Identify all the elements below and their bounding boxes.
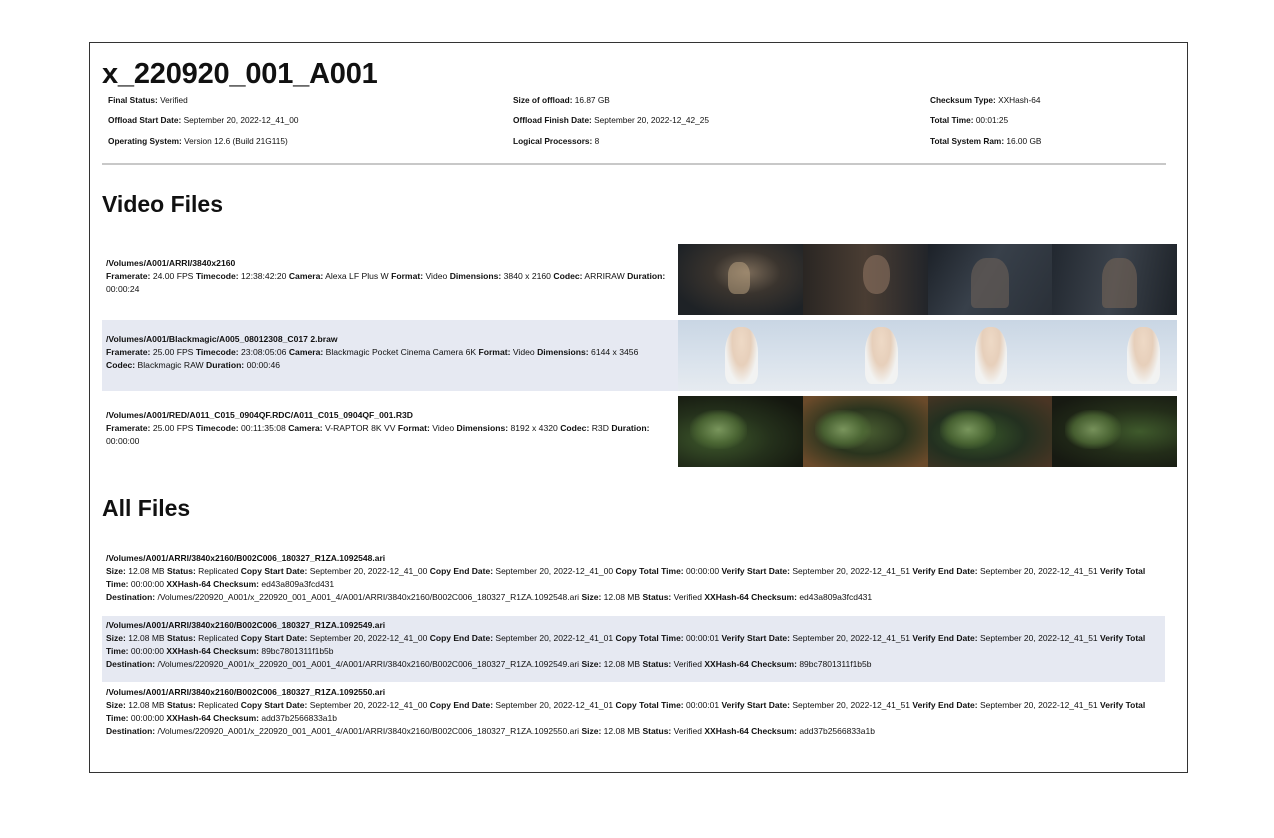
video-thumbnail-strip: [678, 244, 1177, 315]
file-entry: [106, 552, 1156, 604]
file-source-path: /Volumes/A001/ARRI/3840x2160/B002C006_180327_R1ZA.1092549.ari: [106, 620, 386, 630]
video-thumbnail: [928, 396, 1053, 467]
video-thumbnail: [1052, 244, 1177, 315]
video-file-details: Framerate: 25.00 FPS Timecode: 23:08:05:06 Camera: Blackmagic Pocket Cinema Camera 6K Format: Video Dimensions: 6144 x 3456 Codec: Blackmagic RAW Duration: 00:00:46: [106, 347, 639, 370]
video-files-heading: Video Files: [102, 191, 224, 217]
meta-size-of-offload: Size of offload: 16.87 GB: [513, 95, 610, 105]
video-thumbnail: [928, 320, 1053, 391]
video-thumbnail: [678, 320, 803, 391]
meta-checksum-type: Checksum Type: XXHash-64: [930, 95, 1041, 105]
meta-final-status: Final Status: Verified: [108, 95, 188, 105]
report-summary: [108, 95, 1168, 155]
summary-divider: [102, 163, 1166, 165]
video-file-details: Framerate: 25.00 FPS Timecode: 00:11:35:08 Camera: V-RAPTOR 8K VV Format: Video Dimensions: 8192 x 4320 Codec: R3D Duration: 00:00:00: [106, 423, 650, 446]
file-copy-verify-details: Size: 12.08 MB Status: Replicated Copy Start Date: September 20, 2022-12_41_00 Copy End Date: September 20, 2022-12_41_00 Copy Total Time: 00:00:00 Verify Start Date: September 20, 2022-12_41_51 Verify End Date: September 20, 2022-12_41_51 Verify Total Time: 00:00:00 XXHash-64 Checksum: ed43a809a3fcd431: [106, 566, 1146, 589]
file-destination: Destination: /Volumes/220920_A001/x_220920_001_A001_4/A001/ARRI/3840x2160/B002C006_180327_R1ZA.1092550.ari Size: 12.08 MB Status: Verified XXHash-64 Checksum: add37b2566833a1b: [106, 726, 875, 736]
file-entry-row: [102, 683, 1165, 749]
video-thumbnail: [803, 320, 928, 391]
video-file-info: [106, 409, 666, 448]
file-destination: Destination: /Volumes/220920_A001/x_220920_001_A001_4/A001/ARRI/3840x2160/B002C006_180327_R1ZA.1092548.ari Size: 12.08 MB Status: Verified XXHash-64 Checksum: ed43a809a3fcd431: [106, 592, 873, 602]
file-source-path: /Volumes/A001/ARRI/3840x2160/B002C006_180327_R1ZA.1092550.ari: [106, 687, 386, 697]
video-file-path: /Volumes/A001/RED/A011_C015_0904QF.RDC/A011_C015_0904QF_001.R3D: [106, 410, 414, 420]
file-entry: [106, 686, 1156, 738]
video-file-info: [106, 333, 666, 372]
video-thumbnail-strip: [678, 396, 1177, 467]
video-file-row: [102, 244, 1165, 315]
video-thumbnail: [803, 396, 928, 467]
video-thumbnail: [803, 244, 928, 315]
file-entry: [106, 619, 1156, 671]
meta-total-system-ram: Total System Ram: 16.00 GB: [930, 136, 1042, 146]
video-thumbnail: [1052, 320, 1177, 391]
file-entry-row: [102, 616, 1165, 682]
file-entry-row: [102, 549, 1165, 615]
meta-offload-start: Offload Start Date: September 20, 2022-12_41_00: [108, 115, 299, 125]
video-thumbnail-strip: [678, 320, 1177, 391]
video-thumbnail: [928, 244, 1053, 315]
file-destination: Destination: /Volumes/220920_A001/x_220920_001_A001_4/A001/ARRI/3840x2160/B002C006_180327_R1ZA.1092549.ari Size: 12.08 MB Status: Verified XXHash-64 Checksum: 89bc7801311f1b5b: [106, 659, 872, 669]
video-file-path: /Volumes/A001/Blackmagic/A005_08012308_C017 2.braw: [106, 334, 338, 344]
meta-total-time: Total Time: 00:01:25: [930, 115, 1009, 125]
video-thumbnail: [678, 396, 803, 467]
video-file-row: [102, 396, 1165, 467]
offload-report: [89, 42, 1188, 773]
meta-logical-processors: Logical Processors: 8: [513, 136, 600, 146]
meta-offload-finish: Offload Finish Date: September 20, 2022-12_42_25: [513, 115, 710, 125]
all-files-heading: All Files: [102, 495, 191, 521]
video-file-details: Framerate: 24.00 FPS Timecode: 12:38:42:20 Camera: Alexa LF Plus W Format: Video Dimensions: 3840 x 2160 Codec: ARRIRAW Duration: 00:00:24: [106, 271, 666, 294]
file-source-path: /Volumes/A001/ARRI/3840x2160/B002C006_180327_R1ZA.1092548.ari: [106, 553, 386, 563]
video-thumbnail: [1052, 396, 1177, 467]
file-copy-verify-details: Size: 12.08 MB Status: Replicated Copy Start Date: September 20, 2022-12_41_00 Copy End Date: September 20, 2022-12_41_01 Copy Total Time: 00:00:01 Verify Start Date: September 20, 2022-12_41_51 Verify End Date: September 20, 2022-12_41_51 Verify Total Time: 00:00:00 XXHash-64 Checksum: 89bc7801311f1b5b: [106, 633, 1146, 656]
video-file-row: [102, 320, 1165, 391]
video-thumbnail: [678, 244, 803, 315]
video-file-path: /Volumes/A001/ARRI/3840x2160: [106, 258, 236, 268]
video-file-info: [106, 257, 666, 296]
meta-operating-system: Operating System: Version 12.6 (Build 21G115): [108, 136, 288, 146]
report-title: x_220920_001_A001: [102, 58, 378, 90]
file-copy-verify-details: Size: 12.08 MB Status: Replicated Copy Start Date: September 20, 2022-12_41_00 Copy End Date: September 20, 2022-12_41_01 Copy Total Time: 00:00:01 Verify Start Date: September 20, 2022-12_41_51 Verify End Date: September 20, 2022-12_41_51 Verify Total Time: 00:00:00 XXHash-64 Checksum: add37b2566833a1b: [106, 700, 1146, 723]
